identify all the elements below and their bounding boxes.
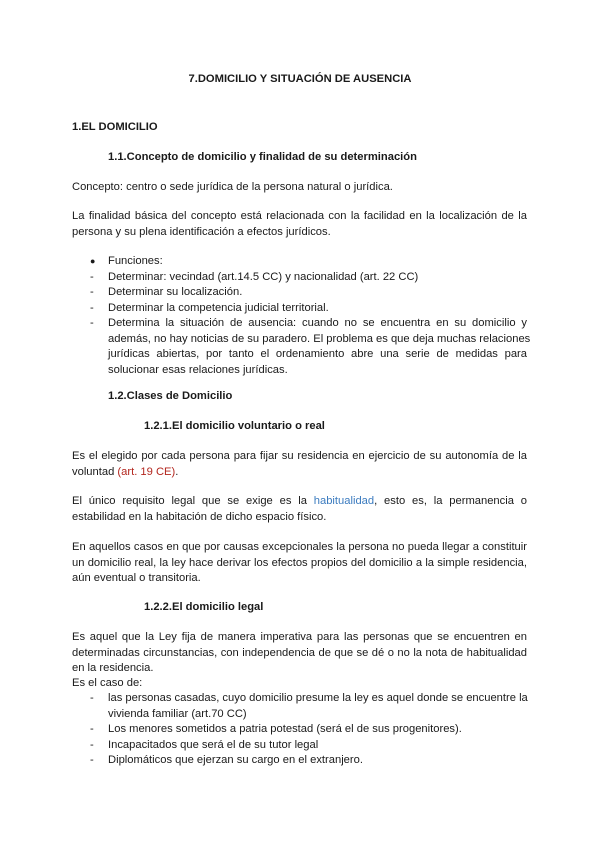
- voluntario-line: Es el elegido por cada persona para fijar su residencia en ejercicio de su autonomía de la: [72, 450, 527, 462]
- dash-marker: -: [90, 286, 94, 298]
- voluntario-text: voluntad: [72, 465, 118, 478]
- list-item-text: solucionar esas relaciones jurídicas.: [108, 363, 288, 376]
- requisito-text: El único requisito legal que se exige es la: [72, 495, 314, 507]
- finalidad-line: La finalidad básica del concepto está relacionada con la facilidad en la localización de la: [72, 210, 527, 222]
- voluntario-line: [72, 465, 527, 481]
- list-item: [72, 722, 527, 738]
- list-item-text: además, no hay noticias de su paradero. El problema es que deja muchas relaciones: [108, 332, 531, 345]
- funciones-list: [72, 254, 531, 378]
- legal-line: determinadas circunstancias, con independencia de que se dé o no la nota de habitualidad: [72, 646, 527, 659]
- funciones-header: [72, 254, 527, 270]
- list-item-text: Determinar la competencia judicial territorial.: [108, 301, 329, 314]
- legal-line: en la residencia.: [72, 662, 154, 674]
- excepcional-line: aún eventual o transitoria.: [72, 572, 201, 584]
- list-item: [72, 316, 531, 378]
- list-item-text: vivienda familiar (art.70 CC): [108, 707, 247, 720]
- list-item-text: Determina la situación de ausencia: cuando no se encuentra en su domicilio y: [108, 317, 527, 329]
- excepcional-line: un domicilio real, la ley hace derivar los efectos propios del domicilio a la simple residencia,: [72, 556, 527, 569]
- requisito-paragraph: [72, 494, 527, 525]
- bullet-icon: ●: [90, 256, 96, 266]
- finalidad-line: persona y su plena identificación a efectos jurídicos.: [72, 225, 331, 238]
- dash-marker: -: [90, 270, 94, 283]
- list-item: [72, 738, 527, 754]
- list-item-text: Los menores sometidos a patria potestad (será el de sus progenitores).: [108, 723, 462, 735]
- concepto-paragraph: Concepto: centro o sede jurídica de la persona natural o jurídica.: [72, 181, 393, 193]
- habitualidad-link[interactable]: habitualidad: [313, 495, 375, 507]
- article-reference: (art. 19 CE): [117, 465, 176, 478]
- excepcional-line: En aquellos casos en que por causas excepcionales la persona no pueda llegar a constituir: [72, 541, 527, 553]
- list-item-text: jurídicas abiertas, por tanto el ordenamiento abre una serie de medidas para: [108, 348, 527, 360]
- voluntario-paragraph: [72, 449, 527, 480]
- heading-1-1: 1.1.Concepto de domicilio y finalidad de su determinación: [108, 151, 417, 163]
- requisito-line: [72, 494, 527, 510]
- list-item: [72, 691, 527, 722]
- list-item: [72, 753, 527, 769]
- list-item: [72, 270, 527, 286]
- list-item-text: Determinar su localización.: [108, 286, 243, 298]
- excepcional-paragraph: [72, 540, 527, 587]
- list-item-text: Diplomáticos que ejerzan su cargo en el extranjero.: [108, 754, 363, 766]
- dash-marker: -: [90, 754, 94, 766]
- list-item: [72, 285, 527, 301]
- heading-1-2-2: 1.2.2.El domicilio legal: [144, 601, 264, 613]
- dash-marker: -: [90, 317, 94, 329]
- list-item: [72, 301, 527, 317]
- voluntario-period: .: [175, 465, 179, 478]
- requisito-text: , esto es, la permanencia o: [374, 495, 528, 507]
- document-title: 7.DOMICILIO Y SITUACIÓN DE AUSENCIA: [188, 73, 412, 85]
- dash-marker: -: [90, 301, 94, 314]
- requisito-line: estabilidad en la habitación de dicho espacio físico.: [72, 510, 327, 523]
- list-item-text: Incapacitados que será el de su tutor legal: [108, 738, 319, 751]
- caso-label: Es el caso de:: [72, 677, 143, 689]
- heading-1-2: 1.2.Clases de Domicilio: [108, 390, 233, 402]
- heading-1-2-1: 1.2.1.El domicilio voluntario o real: [144, 420, 325, 432]
- finalidad-paragraph: [72, 209, 527, 240]
- heading-1: 1.EL DOMICILIO: [72, 121, 158, 133]
- casos-list: [72, 691, 527, 769]
- legal-line: Es aquel que la Ley fija de manera imperativa para las personas que se encuentren en: [72, 631, 527, 643]
- legal-paragraph: [72, 630, 527, 677]
- dash-marker: -: [90, 692, 94, 704]
- list-item-text: Determinar: vecindad (art.14.5 CC) y nacionalidad (art. 22 CC): [108, 270, 419, 283]
- list-item-text: las personas casadas, cuyo domicilio presume la ley es aquel donde se encuentre la: [108, 692, 528, 704]
- dash-marker: -: [90, 738, 94, 751]
- funciones-label: Funciones:: [108, 255, 163, 267]
- dash-marker: -: [90, 723, 94, 735]
